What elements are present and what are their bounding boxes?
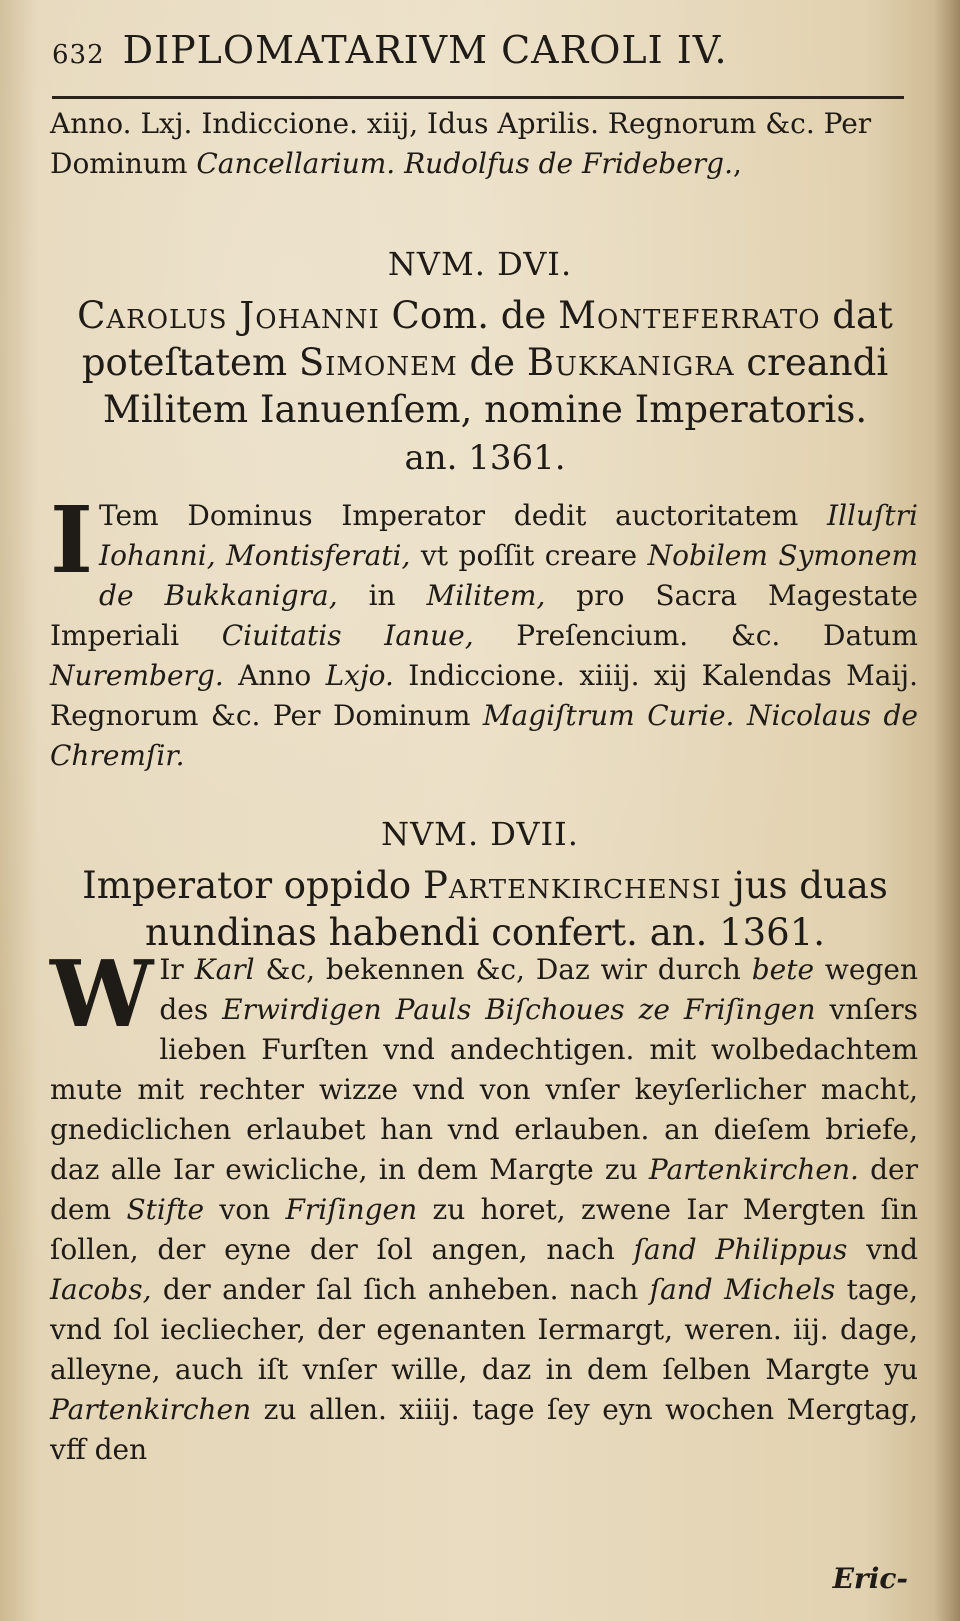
- body-place: Nuremberg.: [50, 659, 224, 692]
- tail-text: Anno. Lxj. Indiccione. xiij, Idus Aprilis. Regnorum &c. Per Dominum: [50, 107, 872, 180]
- body-text: Anno: [223, 659, 326, 692]
- body-text: von: [204, 1193, 286, 1226]
- page-title: DIPLOMATARIVM CAROLI IV.: [122, 28, 728, 72]
- body-text: vnſers lieben Furſten vnd andechtigen. mit wolbedachtem mute mit rechter wizze vnd von vnſer keyſerlicher macht, gnediclichen erlaubet han vnd erlauben. an dieſem briefe, daz alle Iar ewicliche, in dem Margte zu: [50, 993, 918, 1186]
- body-term: Militem,: [426, 579, 546, 612]
- summary-text: Imperator oppido: [82, 864, 423, 907]
- body-text: pro Sacra Magestate Imperiali: [50, 579, 918, 652]
- document-heading-506: NVM. DVI.: [387, 245, 573, 283]
- running-head: [52, 28, 902, 80]
- summary-carolus: Carolus: [77, 294, 228, 337]
- document-body-506: [50, 486, 918, 776]
- summary-text: de: [457, 341, 527, 384]
- body-signatory: Nicolaus de Chremſir.: [50, 699, 918, 772]
- summary-space: [228, 294, 240, 337]
- body-office: Magiſtrum Curie.: [482, 699, 735, 732]
- body-place: Friſingen: [285, 1193, 418, 1226]
- body-text: zu horet, zwene Iar Mergten ſin ſollen, der eyne der ſol angen, nach: [50, 1193, 918, 1266]
- document-body-507: [50, 940, 919, 1470]
- body-text: der ander ſal ſich anheben. nach: [151, 1273, 650, 1306]
- body-term: Stifte: [126, 1193, 205, 1226]
- body-text: Ir: [159, 953, 195, 986]
- summary-partenkirchensi: Partenkirchensi: [422, 864, 722, 907]
- summary-text: creandi Militem Ianuenſem, nomine Imperatoris.: [102, 341, 889, 431]
- body-saint: ſand Michels: [649, 1273, 836, 1306]
- body-term: bete: [751, 953, 815, 986]
- body-text: vnd: [847, 1233, 918, 1266]
- tail-cancellarium: Cancellarium.: [196, 147, 396, 180]
- body-place: Partenkirchen.: [648, 1153, 859, 1186]
- tail-space: [395, 147, 404, 180]
- summary-text: jus duas nundinas habendi confert. an. 1361.: [144, 864, 888, 954]
- preceding-document-tail: [50, 104, 918, 184]
- body-name: Karl: [194, 953, 255, 986]
- body-text: in: [337, 579, 427, 612]
- body-text: wegen des: [159, 953, 918, 1026]
- summary-text: Com. de: [379, 294, 559, 337]
- summary-johanni: Johanni: [239, 294, 380, 337]
- catchword: Eric-: [832, 1562, 908, 1595]
- body-place: Partenkirchen: [50, 1393, 252, 1426]
- summary-bukkanigra: Bukkanigra: [526, 341, 735, 384]
- body-text: Tem Dominus Imperator dedit auctoritatem: [99, 499, 828, 532]
- document-summary-506: [55, 292, 915, 482]
- document-heading-507: NVM. DVII.: [381, 815, 579, 853]
- body-year: Lxjo.: [325, 659, 394, 692]
- body-space: [734, 699, 747, 732]
- tail-end: ,: [732, 147, 742, 180]
- body-name: Illuſtri Iohanni, Montisferati,: [99, 499, 918, 572]
- body-text: tage, vnd ſol iecliecher, der egenanten Iermargt, weren. iij. dage, alleyne, auch iſt vnſer wille, daz in dem ſelben Margte yu: [50, 1273, 919, 1386]
- body-text: der dem: [50, 1153, 919, 1226]
- header-rule: [52, 96, 904, 99]
- body-text: Preſencium. &c. Datum: [473, 619, 918, 652]
- document-summary-507: [55, 862, 915, 956]
- body-text: &c, bekennen &c, Daz wir durch: [254, 953, 752, 986]
- body-name: Nobilem Symonem de Bukkanigra,: [99, 539, 918, 612]
- summary-simonem: Simonem: [298, 341, 458, 384]
- body-saint: Iacobs,: [50, 1273, 152, 1306]
- body-place: Ciuitatis Ianue,: [221, 619, 474, 652]
- summary-date: an. 1361.: [404, 438, 566, 478]
- drop-cap: W: [50, 940, 154, 1048]
- summary-monteferrato: Monteferrato: [558, 294, 821, 337]
- body-text: zu allen. xiiij. tage ſey eyn wochen Mergtag, vff den: [50, 1393, 918, 1466]
- summary-text: dat poteſtatem: [81, 294, 893, 384]
- body-name: Erwirdigen Pauls Biſchoues ze Friſingen: [222, 993, 816, 1026]
- page-number: 632: [52, 40, 105, 70]
- body-text: Indiccione. xiiij. xij Kalendas Maij. Regnorum &c. Per Dominum: [50, 659, 918, 732]
- body-saint: ſand Philippus: [633, 1233, 848, 1266]
- drop-cap: I: [50, 486, 94, 594]
- body-text: vt poſſit creare: [410, 539, 648, 572]
- spine-shadow: [934, 0, 960, 1621]
- tail-signatory: Rudolfus de Frideberg.: [404, 147, 733, 180]
